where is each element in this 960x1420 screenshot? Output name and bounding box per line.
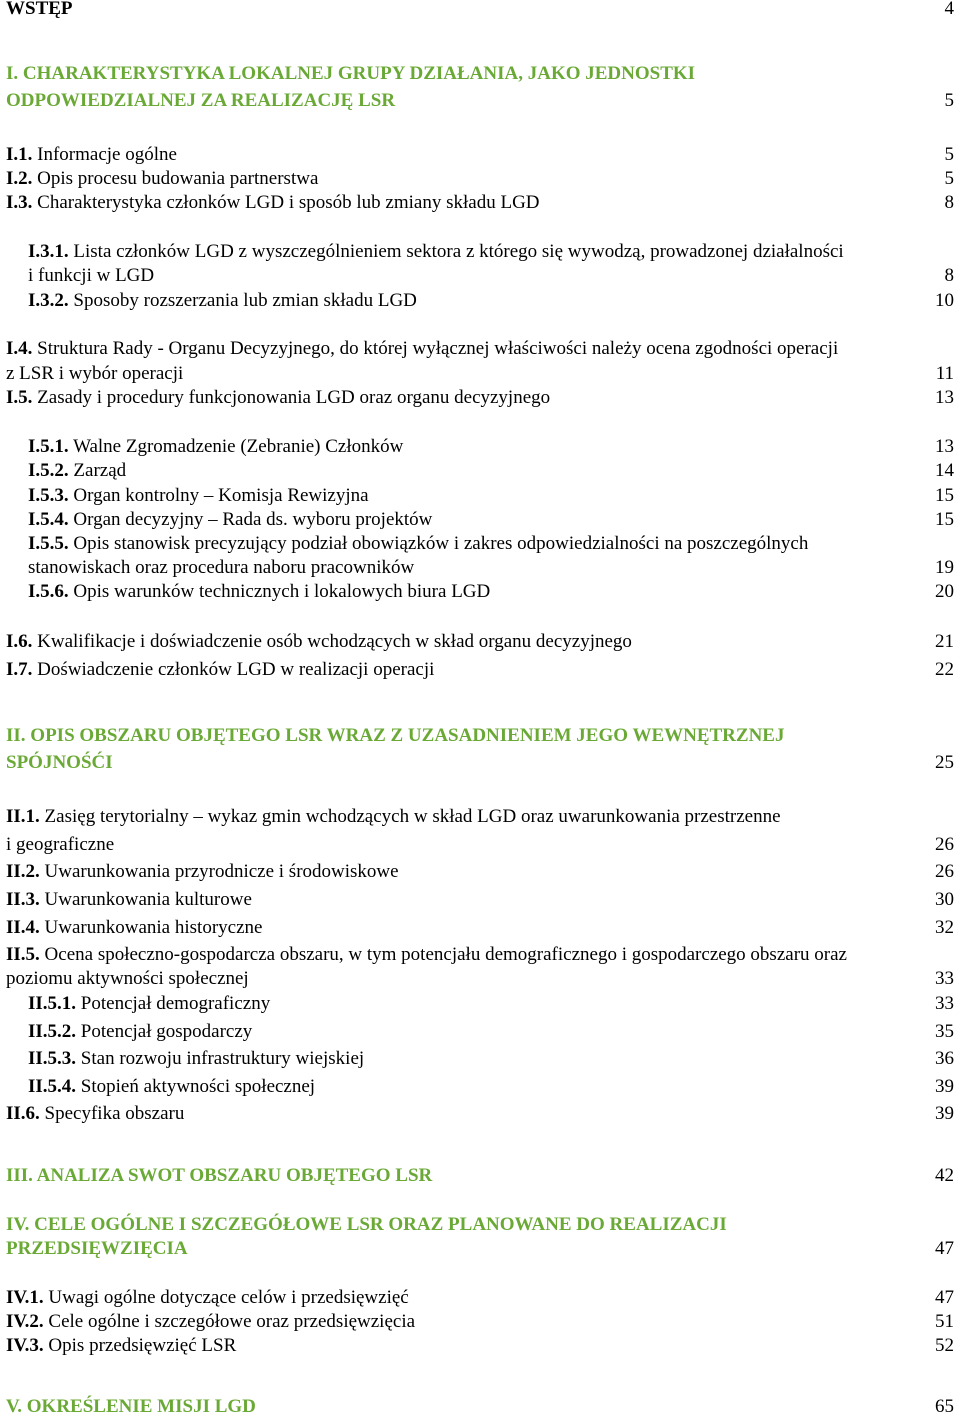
toc-entry-text: Informacje ogólne xyxy=(32,144,177,165)
toc-entry-1-5-5[interactable] xyxy=(0,532,960,556)
toc-ch4-title-l2: PRZEDSIĘWZIĘCIA xyxy=(6,1238,188,1259)
toc-ch4-page: 47 xyxy=(935,1238,954,1259)
toc-entry-number: I.5.5. xyxy=(28,533,69,554)
toc-entry-text: Walne Zgromadzenie (Zebranie) Członków xyxy=(68,436,404,457)
toc-entry-number: I.5.3. xyxy=(28,485,69,506)
toc-entry-page: 33 xyxy=(935,968,954,989)
toc-entry-number: I.5. xyxy=(6,387,33,408)
toc-entry-number: II.5.2. xyxy=(28,1021,77,1042)
toc-ch1[interactable] xyxy=(0,62,960,86)
toc-ch2[interactable] xyxy=(0,724,960,748)
toc-entry-4-2[interactable] xyxy=(0,1310,960,1334)
toc-entry-2-5-1[interactable] xyxy=(0,992,960,1016)
toc-ch5-title: V. OKREŚLENIE MISJI LGD xyxy=(6,1396,256,1417)
toc-entry-page: 8 xyxy=(944,192,954,213)
toc-entry-page: 5 xyxy=(944,168,954,189)
toc-entry-text: i geograficzne xyxy=(6,834,115,855)
toc-entry-number: II.1. xyxy=(6,806,40,827)
toc-entry-page: 15 xyxy=(935,485,954,506)
toc-ch2-title-l2: SPÓJNOŚĆI xyxy=(6,752,113,773)
toc-entry-page: 32 xyxy=(935,917,954,938)
toc-entry-2-6[interactable] xyxy=(0,1102,960,1126)
toc-entry-text: Zasady i procedury funkcjonowania LGD oraz organu decyzyjnego xyxy=(32,387,551,408)
toc-entry-page: 10 xyxy=(935,290,954,311)
toc-entry-page: 33 xyxy=(935,993,954,1014)
toc-entry-4-3[interactable] xyxy=(0,1334,960,1358)
toc-entry-page: 35 xyxy=(935,1021,954,1042)
toc-ch3-title: III. ANALIZA SWOT OBSZARU OBJĘTEGO LSR xyxy=(6,1165,433,1186)
toc-ch5[interactable] xyxy=(0,1395,960,1419)
toc-entry-text: Cele ogólne i szczegółowe oraz przedsięwzięcia xyxy=(43,1311,416,1332)
toc-entry-1-5-2[interactable] xyxy=(0,459,960,483)
toc-entry-page: 30 xyxy=(935,889,954,910)
toc-intro-title: WSTĘP xyxy=(6,0,73,19)
toc-ch1-page: 5 xyxy=(944,90,954,111)
toc-entry-number: II.4. xyxy=(6,917,40,938)
toc-entry-2-5-cont[interactable] xyxy=(0,967,960,991)
toc-entry-1-5[interactable] xyxy=(0,386,960,410)
toc-entry-number: IV.1. xyxy=(6,1287,44,1308)
toc-entry-text: Kwalifikacje i doświadczenie osób wchodzących w skład organu decyzyjnego xyxy=(32,631,632,652)
toc-entry-number: II.5.4. xyxy=(28,1076,77,1097)
toc-entry-number: I.4. xyxy=(6,338,33,359)
toc-entry-1-1[interactable] xyxy=(0,143,960,167)
toc-entry-number: I.5.1. xyxy=(28,436,69,457)
toc-entry-text: Uwarunkowania historyczne xyxy=(39,917,263,938)
toc-ch5-page: 65 xyxy=(935,1396,954,1417)
toc-entry-page: 21 xyxy=(935,631,954,652)
toc-entry-1-5-3[interactable] xyxy=(0,484,960,508)
toc-entry-text: i funkcji w LGD xyxy=(28,265,155,286)
toc-entry-page: 13 xyxy=(935,387,954,408)
toc-entry-text: Opis procesu budowania partnerstwa xyxy=(32,168,319,189)
toc-entry-page: 14 xyxy=(935,460,954,481)
toc-entry-number: I.1. xyxy=(6,144,33,165)
toc-entry-number: I.6. xyxy=(6,631,33,652)
toc-entry-text: Uwagi ogólne dotyczące celów i przedsięwzięć xyxy=(43,1287,409,1308)
toc-entry-number: II.6. xyxy=(6,1103,40,1124)
toc-intro[interactable] xyxy=(0,0,960,21)
toc-entry-text: Charakterystyka członków LGD i sposób lub zmiany składu LGD xyxy=(32,192,540,213)
toc-entry-1-5-4[interactable] xyxy=(0,508,960,532)
toc-entry-page: 5 xyxy=(944,144,954,165)
toc-entry-page: 47 xyxy=(935,1287,954,1308)
toc-entry-number: I.2. xyxy=(6,168,33,189)
toc-entry-text: Potencjał gospodarczy xyxy=(76,1021,253,1042)
toc-entry-text: z LSR i wybór operacji xyxy=(6,363,184,384)
toc-entry-text: Zarząd xyxy=(68,460,127,481)
toc-entry-1-7[interactable] xyxy=(0,658,960,682)
toc-entry-page: 20 xyxy=(935,581,954,602)
toc-entry-text: Doświadczenie członków LGD w realizacji operacji xyxy=(32,659,435,680)
toc-ch1-cont[interactable] xyxy=(0,89,960,113)
toc-entry-page: 26 xyxy=(935,861,954,882)
toc-entry-text: Specyfika obszaru xyxy=(39,1103,185,1124)
toc-entry-page: 13 xyxy=(935,436,954,457)
toc-entry-2-1[interactable] xyxy=(0,805,960,829)
toc-entry-number: I.5.6. xyxy=(28,581,69,602)
toc-entry-page: 51 xyxy=(935,1311,954,1332)
toc-entry-page: 39 xyxy=(935,1076,954,1097)
toc-ch4[interactable] xyxy=(0,1213,960,1237)
toc-ch3-page: 42 xyxy=(935,1165,954,1186)
toc-entry-text: Struktura Rady - Organu Decyzyjnego, do której wyłącznej właściwości należy ocena zgodności operacji xyxy=(32,338,839,359)
toc-entry-1-5-6[interactable] xyxy=(0,580,960,604)
toc-entry-text: Potencjał demograficzny xyxy=(76,993,271,1014)
toc-entry-number: II.2. xyxy=(6,861,40,882)
toc-entry-1-3-1[interactable] xyxy=(0,240,960,264)
toc-entry-text: Uwarunkowania kulturowe xyxy=(39,889,252,910)
toc-entry-1-3[interactable] xyxy=(0,191,960,215)
toc-entry-number: IV.2. xyxy=(6,1311,44,1332)
toc-entry-1-4[interactable] xyxy=(0,337,960,361)
toc-entry-2-5-3[interactable] xyxy=(0,1047,960,1071)
toc-entry-2-5[interactable] xyxy=(0,943,960,967)
toc-entry-page: 39 xyxy=(935,1103,954,1124)
toc-entry-text: Uwarunkowania przyrodnicze i środowiskowe xyxy=(39,861,399,882)
toc-entry-2-1-cont[interactable] xyxy=(0,833,960,857)
toc-entry-2-5-2[interactable] xyxy=(0,1020,960,1044)
toc-entry-page: 11 xyxy=(935,363,954,384)
toc-entry-text: Stan rozwoju infrastruktury wiejskiej xyxy=(76,1048,365,1069)
toc-entry-number: I.3.2. xyxy=(28,290,69,311)
toc-entry-1-3-2[interactable] xyxy=(0,289,960,313)
toc-entry-2-2[interactable] xyxy=(0,860,960,884)
toc-entry-text: Organ kontrolny – Komisja Rewizyjna xyxy=(68,485,369,506)
toc-entry-text: Sposoby rozszerzania lub zmian składu LGD xyxy=(68,290,417,311)
toc-entry-2-4[interactable] xyxy=(0,916,960,940)
toc-entry-number: II.5.1. xyxy=(28,993,77,1014)
toc-entry-text: Stopień aktywności społecznej xyxy=(76,1076,316,1097)
toc-entry-number: I.5.4. xyxy=(28,509,69,530)
toc-ch4-cont[interactable] xyxy=(0,1237,960,1261)
toc-entry-page: 22 xyxy=(935,659,954,680)
toc-entry-number: II.3. xyxy=(6,889,40,910)
toc-entry-page: 36 xyxy=(935,1048,954,1069)
toc-entry-text: Opis stanowisk precyzujący podział obowiązków i zakres odpowiedzialności na poszczególnych xyxy=(68,533,809,554)
toc-ch2-page: 25 xyxy=(935,752,954,773)
toc-entry-number: I.3.1. xyxy=(28,241,69,262)
toc-entry-text: stanowiskach oraz procedura naboru pracowników xyxy=(28,557,415,578)
toc-entry-text: Organ decyzyjny – Rada ds. wyboru projektów xyxy=(68,509,433,530)
toc-entry-1-2[interactable] xyxy=(0,167,960,191)
toc-ch1-title-l2: ODPOWIEDZIALNEJ ZA REALIZACJĘ LSR xyxy=(6,90,396,111)
toc-entry-number: I.3. xyxy=(6,192,33,213)
toc-entry-text: Zasięg terytorialny – wykaz gmin wchodzących w skład LGD oraz uwarunkowania przestrzenne xyxy=(39,806,781,827)
toc-ch3[interactable] xyxy=(0,1164,960,1188)
toc-entry-page: 15 xyxy=(935,509,954,530)
toc-entry-text: Opis przedsięwzięć LSR xyxy=(43,1335,237,1356)
toc-entry-page: 19 xyxy=(935,557,954,578)
toc-entry-2-5-4[interactable] xyxy=(0,1075,960,1099)
toc-entry-2-3[interactable] xyxy=(0,888,960,912)
toc-entry-text: poziomu aktywności społecznej xyxy=(6,968,249,989)
toc-entry-number: IV.3. xyxy=(6,1335,44,1356)
toc-ch2-cont[interactable] xyxy=(0,751,960,775)
toc-ch1-title-l1: I. CHARAKTERYSTYKA LOKALNEJ GRUPY DZIAŁANIA, JAKO JEDNOSTKI xyxy=(6,63,696,84)
toc-entry-text: Lista członków LGD z wyszczególnieniem sektora z którego się wywodzą, prowadzonej działalności xyxy=(68,241,844,262)
toc-entry-1-4-cont[interactable] xyxy=(0,362,960,386)
toc-entry-page: 26 xyxy=(935,834,954,855)
toc-ch4-title-l1: IV. CELE OGÓLNE I SZCZEGÓŁOWE LSR ORAZ PLANOWANE DO REALIZACJI xyxy=(6,1214,727,1235)
toc-entry-1-6[interactable] xyxy=(0,630,960,654)
toc-entry-page: 8 xyxy=(944,265,954,286)
toc-entry-number: I.7. xyxy=(6,659,33,680)
toc-entry-page: 52 xyxy=(935,1335,954,1356)
toc-entry-1-5-1[interactable] xyxy=(0,435,960,459)
toc-entry-number: II.5. xyxy=(6,944,40,965)
toc-ch2-title-l1: II. OPIS OBSZARU OBJĘTEGO LSR WRAZ Z UZASADNIENIEM JEGO WEWNĘTRZNEJ xyxy=(6,725,785,746)
toc-entry-text: Opis warunków technicznych i lokalowych biura LGD xyxy=(68,581,491,602)
toc-entry-1-5-5-cont[interactable] xyxy=(0,556,960,580)
toc-entry-number: II.5.3. xyxy=(28,1048,77,1069)
toc-entry-1-3-1-cont[interactable] xyxy=(0,264,960,288)
toc-entry-number: I.5.2. xyxy=(28,460,69,481)
toc-entry-4-1[interactable] xyxy=(0,1286,960,1310)
toc-entry-text: Ocena społeczno-gospodarcza obszaru, w tym potencjału demograficznego i gospodarczego obszaru oraz xyxy=(39,944,847,965)
toc-intro-page: 4 xyxy=(944,0,954,19)
